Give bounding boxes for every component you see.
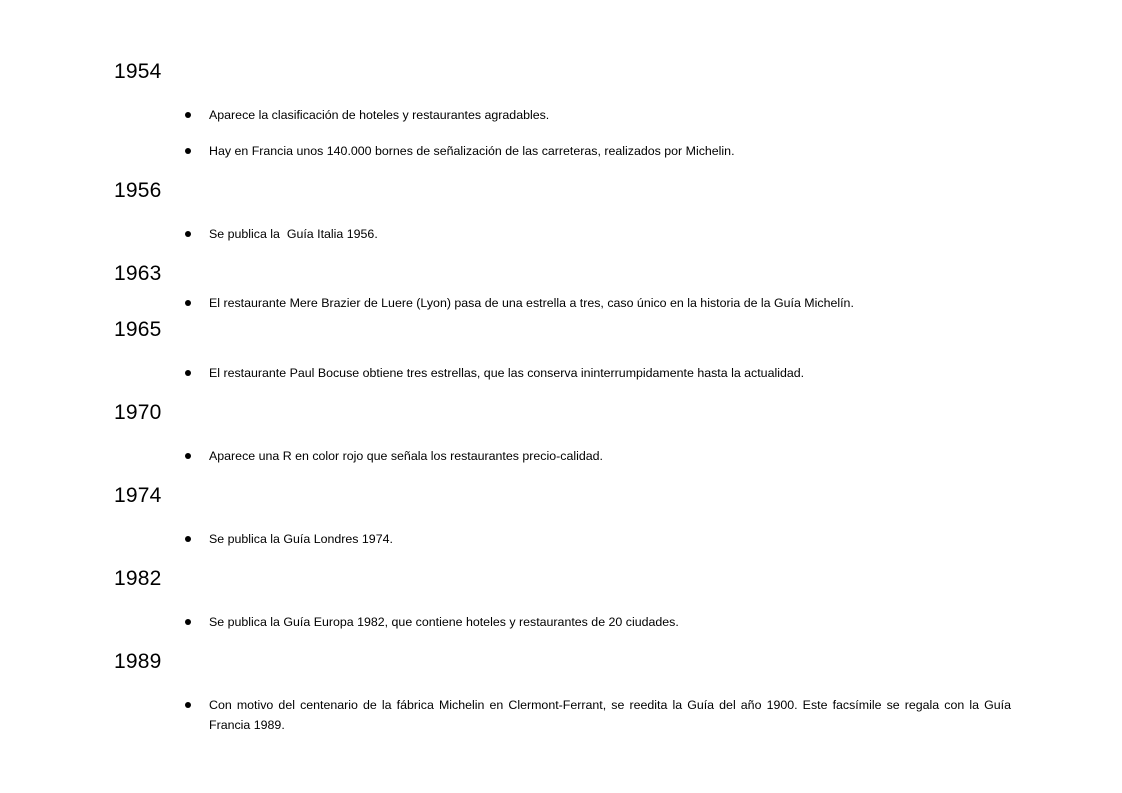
year-heading: 1954 bbox=[114, 60, 162, 83]
list-item-text: Se publica la Guía Londres 1974. bbox=[209, 532, 393, 546]
year-heading: 1963 bbox=[114, 262, 162, 285]
bullet-icon bbox=[185, 453, 191, 459]
bullet-icon bbox=[185, 619, 191, 625]
list-item-text: Aparece una R en color rojo que señala los restaurantes precio-calidad. bbox=[209, 449, 603, 463]
bullet-icon bbox=[185, 148, 191, 154]
list-item bbox=[185, 529, 1011, 549]
year-heading: 1989 bbox=[114, 650, 162, 673]
bullet-icon bbox=[185, 536, 191, 542]
year-heading: 1956 bbox=[114, 179, 162, 202]
year-heading: 1965 bbox=[114, 318, 162, 341]
year-heading: 1974 bbox=[114, 484, 162, 507]
list-item-text: Se publica la Guía Europa 1982, que contiene hoteles y restaurantes de 20 ciudades. bbox=[209, 615, 679, 629]
list-item bbox=[185, 446, 1011, 466]
year-heading: 1982 bbox=[114, 567, 162, 590]
list-item bbox=[185, 224, 1011, 244]
list-item-text: Hay en Francia unos 140.000 bornes de señalización de las carreteras, realizados por Michelin. bbox=[209, 144, 735, 158]
list-item bbox=[185, 105, 1011, 125]
list-item bbox=[185, 363, 1011, 383]
year-heading: 1970 bbox=[114, 401, 162, 424]
list-item bbox=[185, 612, 1011, 632]
bullet-icon bbox=[185, 300, 191, 306]
list-item-text: El restaurante Mere Brazier de Luere (Lyon) pasa de una estrella a tres, caso único en la historia de la Guía Michelín. bbox=[209, 296, 854, 310]
bullet-icon bbox=[185, 231, 191, 237]
list-item-text: Con motivo del centenario de la fábrica Michelin en Clermont-Ferrant, se reedita la Guía del año 1900. Este facsímile se regala con la Guía Francia 1989. bbox=[209, 698, 1011, 732]
bullet-icon bbox=[185, 702, 191, 708]
bullet-icon bbox=[185, 112, 191, 118]
list-item-text: El restaurante Paul Bocuse obtiene tres estrellas, que las conserva ininterrumpidamente hasta la actualidad. bbox=[209, 366, 805, 380]
bullet-icon bbox=[185, 370, 191, 376]
list-item bbox=[185, 141, 1011, 161]
list-item-text: Se publica la Guía Italia 1956. bbox=[209, 227, 378, 241]
list-item bbox=[185, 293, 1011, 313]
list-item-text: Aparece la clasificación de hoteles y restaurantes agradables. bbox=[209, 108, 550, 122]
list-item bbox=[185, 695, 1011, 735]
